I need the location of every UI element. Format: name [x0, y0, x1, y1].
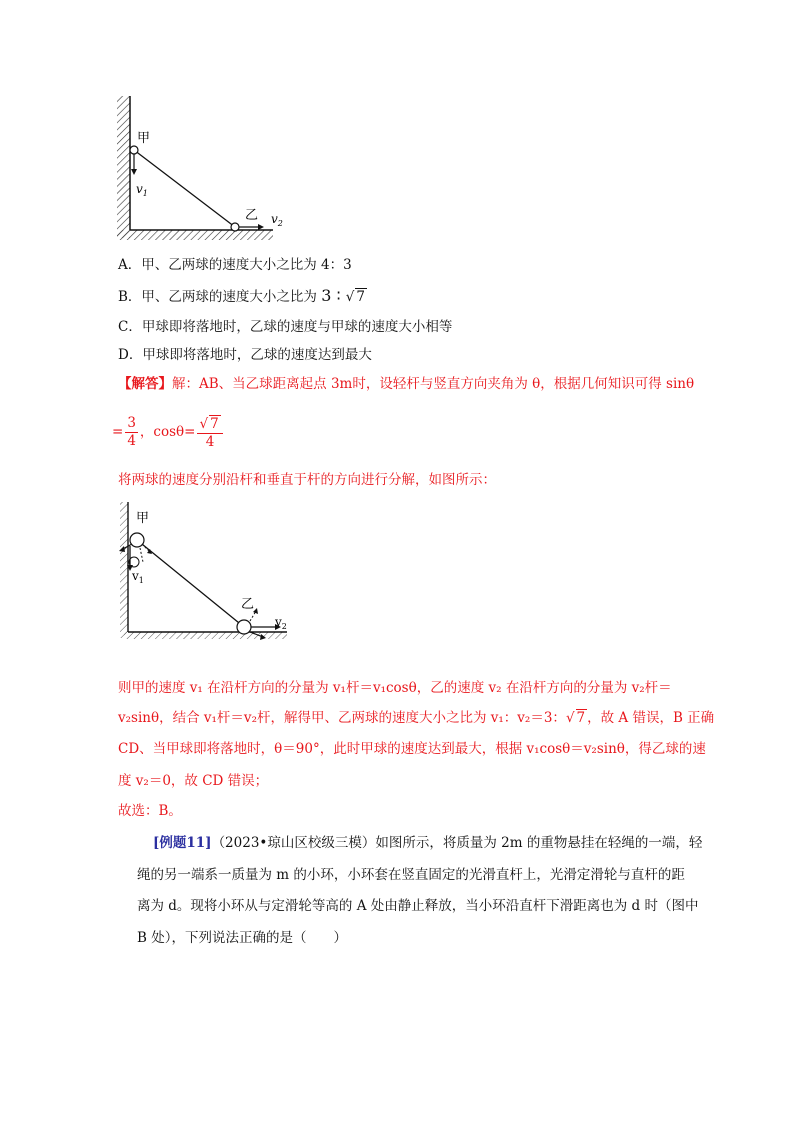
rod	[134, 150, 235, 227]
wall-hatch	[117, 96, 130, 238]
cos-denominator: 4	[205, 433, 215, 450]
label-yi: 乙	[245, 208, 259, 223]
solution-para-line-2-text: v₂sinθ，结合 v₁杆＝v₂杆，解得甲、乙两球的速度大小之比为 v₁：v₂＝3：	[118, 710, 566, 726]
cos-fraction	[197, 415, 222, 451]
sin-fraction	[125, 415, 138, 450]
label-jia: 甲	[137, 131, 151, 146]
example-text-1: （2023•琼山区校级三模）如图所示，将质量为 2m 的重物悬挂在轻绳的一端，轻	[211, 835, 703, 851]
wall-hatch-2	[120, 502, 128, 638]
ground-hatch	[117, 230, 273, 240]
example-line-2: 绳的另一端系一质量为 m 的小环，小环套在竖直固定的光滑直杆上，光滑定滑轮与直杆的距	[137, 867, 685, 883]
example-tag: [例题11]	[153, 835, 212, 851]
example-line-4: B 处），下列说法正确的是（ ）	[137, 930, 347, 946]
example-line-3: 离为 d。现将小环从与定滑轮等高的 A 处由静止释放，当小环沿直杆下滑距离也为 d 时（图中	[137, 898, 699, 914]
solution-para-line-3: CD、当甲球即将落地时，θ＝90°，此时甲球的速度达到最大，根据 v₁cosθ＝v₂sinθ，得乙球的速	[118, 741, 706, 757]
example-line-1	[153, 833, 702, 853]
ratio-sqrt: 7	[576, 710, 586, 726]
eq-sign: =	[112, 424, 124, 440]
ball-jia-2	[130, 533, 144, 547]
cos-numerator: √ 7	[197, 415, 222, 434]
sin-denominator: 4	[127, 433, 136, 449]
rod-2	[137, 540, 244, 627]
solution-line-1	[118, 374, 694, 394]
option-a: A．甲、乙两球的速度大小之比为 4：3	[118, 257, 352, 273]
label-yi-2: 乙	[241, 597, 255, 612]
sin-numerator: 3	[127, 415, 136, 431]
option-b-text: B．甲、乙两球的速度大小之比为	[118, 289, 317, 305]
cos-sqrt: 7	[210, 415, 219, 432]
ball-yi	[231, 223, 239, 231]
solution-line-3: 将两球的速度分别沿杆和垂直于杆的方向进行分解，如图所示：	[118, 472, 496, 488]
label-v2-2: $v_2$	[275, 615, 287, 631]
option-d: D．甲球即将落地时，乙球的速度达到最大	[118, 347, 372, 363]
solution-para-line-4: 度 v₂＝0，故 CD 错误；	[118, 773, 269, 789]
label-v1: $v_1$	[136, 182, 148, 198]
option-b-ratio: 3 ∶	[321, 286, 346, 305]
solution-formula	[112, 414, 225, 451]
figure-2-diagram	[110, 500, 295, 645]
label-jia-2: 甲	[136, 511, 150, 526]
solution-para-line-2-tail: ，故 A 错误，B 正确	[587, 710, 715, 726]
option-b-sqrt: 7	[356, 289, 365, 305]
option-b: B．甲、乙两球的速度大小之比为 3 ∶ √ 7	[118, 286, 365, 305]
solution-para-line-1: 则甲的速度 v₁ 在沿杆方向的分量为 v₁杆＝v₁cosθ，乙的速度 v₂ 在沿杆方向的分量为 v₂杆＝	[118, 680, 672, 696]
ball-jia	[130, 146, 138, 154]
answer-line: 故选：B。	[118, 803, 182, 819]
option-c: C．甲球即将落地时，乙球的速度与甲球的速度大小相等	[118, 319, 453, 335]
label-v1-2: $v_1$	[132, 569, 144, 585]
solution-text-1: 解：AB、当乙球距离起点 3m时，设轻杆与竖直方向夹角为 θ，根据几何知识可得 sinθ	[172, 376, 695, 392]
solution-tag: 【解答】	[118, 376, 172, 392]
ball-yi-2	[237, 620, 251, 634]
figure-1-diagram	[105, 92, 290, 244]
label-v2: $v_2$	[271, 212, 283, 228]
component-arrow-3	[140, 548, 143, 562]
cos-label: ，cosθ=	[139, 424, 196, 440]
solution-para-line-2: v₂sinθ，结合 v₁杆＝v₂杆，解得甲、乙两球的速度大小之比为 v₁：v₂＝3：√ 7 ，故 A 错误，B 正确	[118, 710, 715, 726]
